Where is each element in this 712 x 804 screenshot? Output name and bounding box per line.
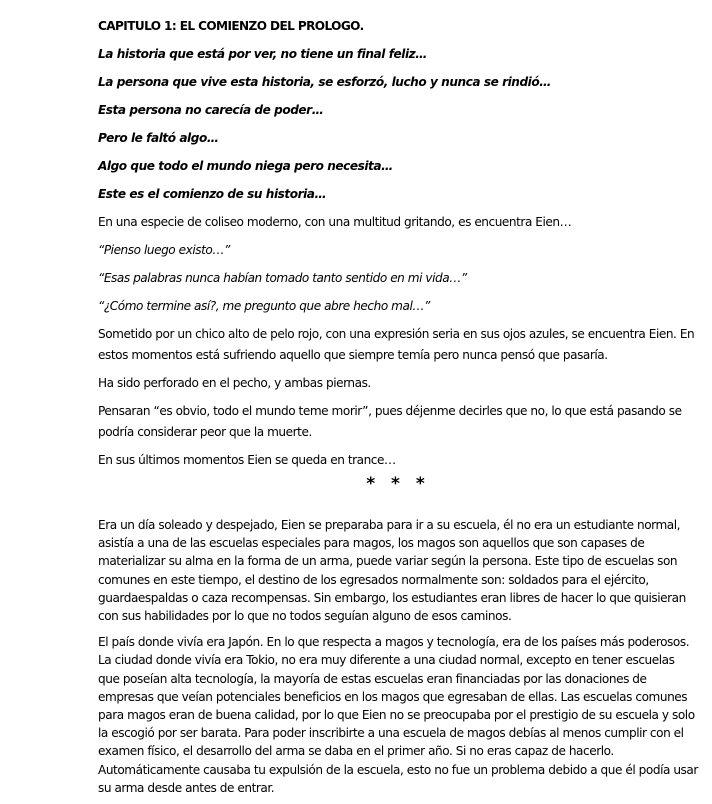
intro-line-2: La persona que vive esta historia, se esforzó, lucho y nunca se rindió… bbox=[98, 75, 551, 89]
chapter-title: CAPITULO 1: EL COMIENZO DEL PROLOGO. bbox=[98, 19, 364, 33]
paragraph-perforado: Ha sido perforado en el pecho, y ambas piernas. bbox=[98, 376, 371, 390]
intro-line-4: Pero le faltó algo… bbox=[98, 131, 219, 145]
section-separator: * * * bbox=[366, 474, 430, 494]
paragraph-escuela: Era un día soleado y despejado, Eien se preparaba para ir a su escuela, él no era un estudiante normal, asistía a una de las escuelas especiales para magos, los magos son aquellos que son capases de materializar su alma en la forma de un arma, puede variar según la persona. Este tipo de escuelas son comunes en este tiempo, el destino de los egresados normalmente son: soldados para el ejército, guardaespaldas o caza recompensas. Sin embargo, los estudiantes eran libres de hacer lo que quisieran con sus habilidades por lo que no todos seguían alguno de esos caminos. bbox=[98, 518, 686, 624]
paragraph-japon: El país donde vivía era Japón. En lo que respecta a magos y tecnología, era de los países más poderosos. La ciudad donde vivía era Tokio, no era muy diferente a una ciudad normal, excepto en tener escuelas que poseían alta tecnología, la mayoría de estas escuelas eran financiadas por las donaciones de empresas que veían potenciales beneficios en los magos que egresaban de ellas. Las escuelas comunes para magos eran de buena calidad, por lo que Eien no se preocupaba por el prestigio de su escuela y solo la escogió por ser barata. Para poder inscribirte a una escuela de magos debías al menos cumplir con el examen físico, el desarrollo del arma se daba en el primer año. Si no eras capaz de hacerlo. Automáticamente causaba tu expulsión de la escuela, esto no fue un problema debido a que él podía usar su arma desde antes de entrar. bbox=[98, 635, 698, 795]
document-page bbox=[98, 16, 698, 804]
intro-line-5: Algo que todo el mundo niega pero necesita… bbox=[98, 159, 393, 173]
intro-line-6: Este es el comienzo de su historia… bbox=[98, 187, 327, 201]
paragraph-trance: En sus últimos momentos Eien se queda en trance… bbox=[98, 453, 396, 467]
intro-line-1: La historia que está por ver, no tiene un final feliz… bbox=[98, 47, 427, 61]
paragraph-coliseo: En una especie de coliseo moderno, con una multitud gritando, es encuentra Eien… bbox=[98, 215, 572, 229]
quote-3: “¿Cómo termine así?, me pregunto que abre hecho mal…” bbox=[98, 299, 430, 313]
quote-1: “Pienso luego existo…” bbox=[98, 243, 230, 257]
paragraph-pensaran: Pensaran “es obvio, todo el mundo teme morir”, pues déjenme decirles que no, lo que está pasando se podría considerar peor que la muerte. bbox=[98, 404, 682, 439]
paragraph-sometido: Sometido por un chico alto de pelo rojo, con una expresión seria en sus ojos azules, se encuentra Eien. En estos momentos está sufriendo aquello que siempre temía pero nunca pensó que pasaría. bbox=[98, 327, 695, 362]
intro-line-3: Esta persona no carecía de poder… bbox=[98, 103, 324, 117]
quote-2: “Esas palabras nunca habían tomado tanto sentido en mi vida…” bbox=[98, 271, 467, 285]
